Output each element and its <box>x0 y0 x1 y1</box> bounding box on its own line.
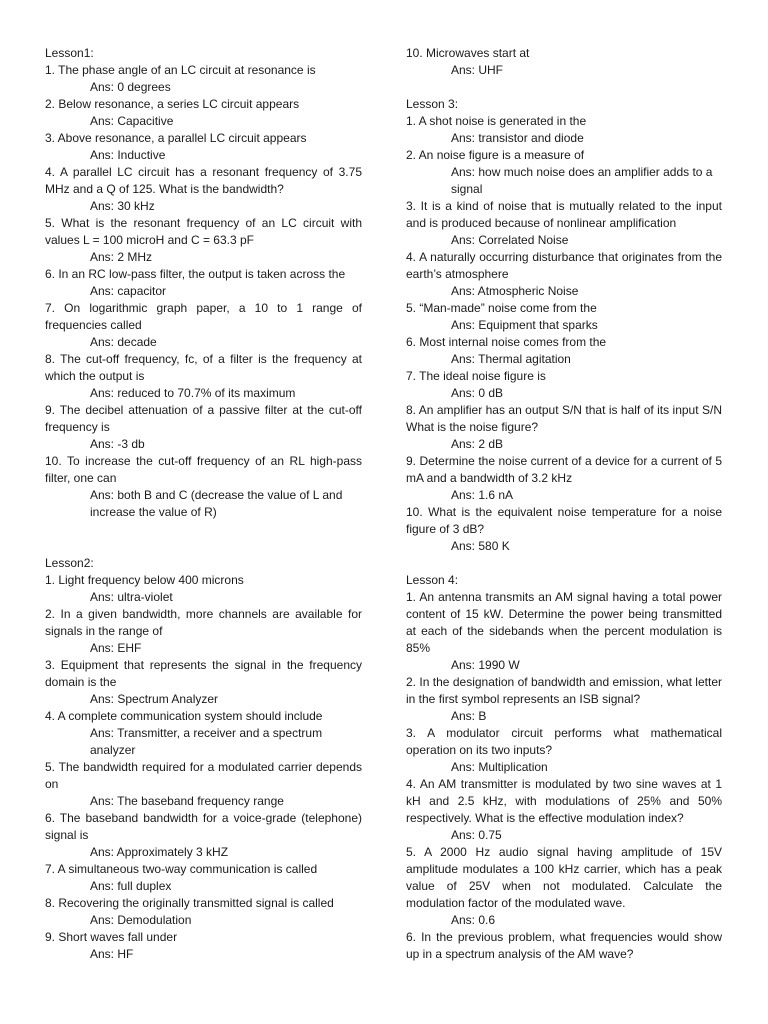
question-text: 8. The cut-off frequency, fc, of a filter is the frequency at which the output is <box>45 352 362 383</box>
answer-text: Ans: 1990 W <box>451 658 520 672</box>
left-column <box>45 45 362 963</box>
question-text: 7. A simultaneous two-way communication is called <box>45 862 318 876</box>
answer-text: Ans: EHF <box>90 641 142 655</box>
answer-text: Ans: 30 kHz <box>90 199 155 213</box>
lesson-1-section <box>45 45 362 521</box>
answer-text: Ans: B <box>451 709 487 723</box>
answer-text: Ans: 2 dB <box>451 437 504 451</box>
question-text: 8. Recovering the originally transmitted signal is called <box>45 896 334 910</box>
question-text: 10. Microwaves start at <box>406 46 530 60</box>
question-text: 7. The ideal noise figure is <box>406 369 546 383</box>
lesson-title: Lesson 4: <box>406 573 459 587</box>
right-column <box>406 45 722 963</box>
question-text: 6. The baseband bandwidth for a voice-grade (telephone) signal is <box>45 811 362 842</box>
section-spacer <box>406 79 722 96</box>
question-text: 4. A naturally occurring disturbance that originates from the earth’s atmosphere <box>406 250 722 281</box>
question-text: 2. In the designation of bandwidth and emission, what letter in the first symbol represents an ISB signal? <box>406 675 722 706</box>
lesson-title: Lesson 3: <box>406 97 459 111</box>
answer-text: Ans: Capacitive <box>90 114 174 128</box>
question-text: 9. The decibel attenuation of a passive filter at the cut-off frequency is <box>45 403 362 434</box>
question-text: 7. On logarithmic graph paper, a 10 to 1 range of frequencies called <box>45 301 362 332</box>
question-text: 1. A shot noise is generated in the <box>406 114 587 128</box>
answer-text: Ans: Demodulation <box>90 913 192 927</box>
lesson-3-section <box>406 96 722 555</box>
question-text: 6. In the previous problem, what frequencies would show up in a spectrum analysis of the AM wave? <box>406 930 722 961</box>
question-text: 1. The phase angle of an LC circuit at resonance is <box>45 63 316 77</box>
question-text: 10. To increase the cut-off frequency of an RL high-pass filter, one can <box>45 454 362 485</box>
answer-text: Ans: 580 K <box>451 539 510 553</box>
lesson-2-continued-section <box>406 45 722 79</box>
answer-text: Ans: Thermal agitation <box>451 352 571 366</box>
answer-text: Ans: UHF <box>451 63 504 77</box>
question-text: 5. The bandwidth required for a modulated carrier depends on <box>45 760 362 791</box>
question-text: 9. Short waves fall under <box>45 930 178 944</box>
answer-text: Ans: The baseband frequency range <box>90 794 284 808</box>
answer-text: Ans: Equipment that sparks <box>451 318 598 332</box>
answer-text: Ans: HF <box>90 947 134 961</box>
question-text: 3. Above resonance, a parallel LC circuit appears <box>45 131 307 145</box>
answer-text: Ans: 1.6 nA <box>451 488 514 502</box>
question-text: 2. An noise figure is a measure of <box>406 148 585 162</box>
lesson-title: Lesson1: <box>45 46 94 60</box>
answer-text: Ans: Approximately 3 kHZ <box>90 845 229 859</box>
answer-text: Ans: 0.6 <box>451 913 496 927</box>
question-text: 5. What is the resonant frequency of an LC circuit with values L = 100 microH and C = 63.3 pF <box>45 216 362 247</box>
question-text: 4. A complete communication system should include <box>45 709 323 723</box>
qa-list <box>406 113 722 555</box>
answer-text: Ans: transistor and diode <box>451 131 584 145</box>
answer-text: Ans: reduced to 70.7% of its maximum <box>90 386 296 400</box>
answer-text: Ans: 2 MHz <box>90 250 153 264</box>
question-text: 3. A modulator circuit performs what mathematical operation on its two inputs? <box>406 726 722 757</box>
answer-text: Ans: decade <box>90 335 157 349</box>
answer-text: Ans: 0.75 <box>451 828 502 842</box>
question-text: 10. What is the equivalent noise temperature for a noise figure of 3 dB? <box>406 505 722 536</box>
lesson-title: Lesson2: <box>45 556 94 570</box>
answer-text: Ans: 0 dB <box>451 386 504 400</box>
question-text: 5. A 2000 Hz audio signal having amplitude of 15V amplitude modulates a 100 kHz carrier, which has a peak value of 25V when not modulated. Calculate the modulation factor of the modulated wave. <box>406 845 722 910</box>
lesson-2-section <box>45 555 362 963</box>
question-text: 1. Light frequency below 400 microns <box>45 573 244 587</box>
question-text: 4. A parallel LC circuit has a resonant frequency of 3.75 MHz and a Q of 125. What is the bandwidth? <box>45 165 362 196</box>
question-text: 2. Below resonance, a series LC circuit appears <box>45 97 300 111</box>
section-spacer <box>406 555 722 572</box>
lesson-4-section <box>406 572 722 963</box>
answer-text: Ans: Inductive <box>90 148 166 162</box>
answer-text: Ans: 0 degrees <box>90 80 171 94</box>
question-text: 3. It is a kind of noise that is mutually related to the input and is produced because of nonlinear amplification <box>406 199 722 230</box>
qa-list <box>406 45 722 79</box>
answer-text: Ans: full duplex <box>90 879 172 893</box>
question-text: 4. An AM transmitter is modulated by two sine waves at 1 kH and 2.5 kHz, with modulations of 25% and 50% respectively. What is the effective modulation index? <box>406 777 722 825</box>
question-text: 3. Equipment that represents the signal in the frequency domain is the <box>45 658 362 689</box>
answer-text: Ans: -3 db <box>90 437 145 451</box>
qa-list <box>45 572 362 963</box>
question-text: 5. “Man-made” noise come from the <box>406 301 597 315</box>
answer-text: Ans: Transmitter, a receiver and a spectrum analyzer <box>90 726 323 757</box>
answer-text: Ans: Multiplication <box>451 760 548 774</box>
answer-text: Ans: Correlated Noise <box>451 233 569 247</box>
answer-text: Ans: Atmospheric Noise <box>451 284 579 298</box>
qa-list <box>45 62 362 521</box>
answer-text: Ans: ultra-violet <box>90 590 173 604</box>
answer-text: Ans: capacitor <box>90 284 167 298</box>
answer-text: Ans: how much noise does an amplifier adds to a signal <box>451 165 713 196</box>
question-text: 2. In a given bandwidth, more channels are available for signals in the range of <box>45 607 362 638</box>
question-text: 1. An antenna transmits an AM signal having a total power content of 15 kW. Determine the power being transmitted at each of the sidebands when the percent modulation is 85% <box>406 590 722 655</box>
answer-text: Ans: both B and C (decrease the value of L and increase the value of R) <box>90 488 343 519</box>
answer-text: Ans: Spectrum Analyzer <box>90 692 219 706</box>
question-text: 6. In an RC low-pass filter, the output is taken across the <box>45 267 346 281</box>
question-text: 8. An amplifier has an output S/N that is half of its input S/N What is the noise figure? <box>406 403 722 434</box>
section-spacer <box>45 521 362 555</box>
qa-list <box>406 589 722 963</box>
question-text: 6. Most internal noise comes from the <box>406 335 607 349</box>
question-text: 9. Determine the noise current of a device for a current of 5 mA and a bandwidth of 3.2 kHz <box>406 454 722 485</box>
